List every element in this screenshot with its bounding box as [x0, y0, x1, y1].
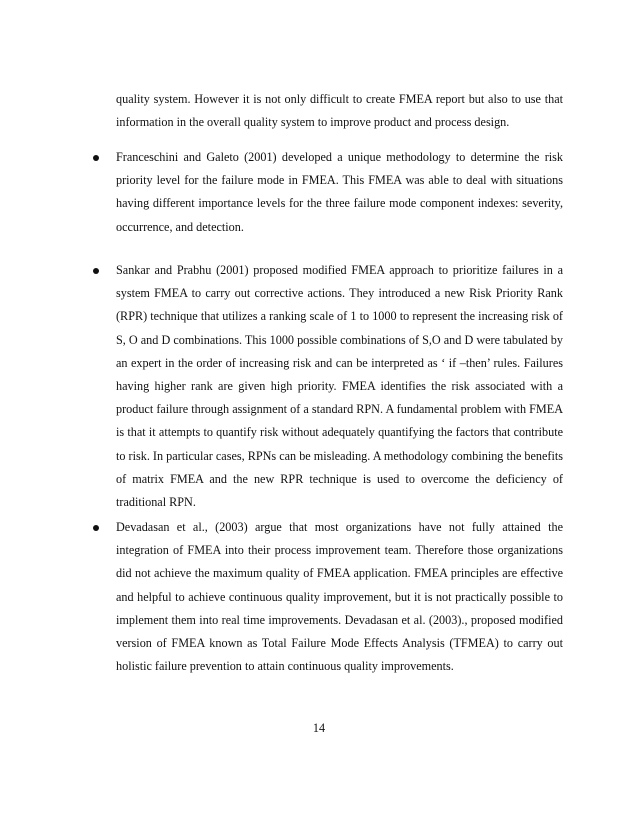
bullet-paragraph-devadasan: Devadasan et al., (2003) argue that most organizations have not fully attained the integration of FMEA into their process improvement team. Therefore those organizations did not achieve the maximum quality of FMEA application. FMEA principles are effective and helpful to achieve continuous quality improvement, but it is not practically possible to implement them into real time improvements. Devadasan et al. (2003)., proposed modified version of FMEA known as Total Failure Mode Effects Analysis (TFMEA) to carry out holistic failure prevention to attain continuous quality improvements. — [116, 520, 563, 674]
bullet-paragraph-franceschini: Franceschini and Galeto (2001) developed a unique methodology to determine the risk priority level for the failure mode in FMEA. This FMEA was able to deal with situations having different importance levels for the three failure mode component indexes: severity, occurrence, and detection. — [116, 150, 563, 234]
bullet-paragraph-sankar: Sankar and Prabhu (2001) proposed modified FMEA approach to prioritize failures in a system FMEA to carry out corrective actions. They introduced a new Risk Priority Rank (RPR) technique that utilizes a ranking scale of 1 to 1000 to represent the increasing risk of S, O and D combinations. This 1000 possible combinations of S,O and D were tabulated by an expert in the order of increasing risk and can be interpreted as ‘ if –then’ rules. Failures having higher rank are given high priority. FMEA identifies the risk associated with a product failure through assignment of a standard RPN. A fundamental problem with FMEA is that it attempts to quantify risk without adequately quantifying the factors that contribute to risk. In particular cases, RPNs can be misleading. A methodology combining the benefits of matrix FMEA and the new RPR technique is used to overcome the deficiency of traditional RPN. — [116, 263, 563, 510]
bullet-icon — [93, 525, 99, 531]
page-number: 14 — [312, 721, 326, 735]
continuation-paragraph: quality system. However it is not only difficult to create FMEA report but also to use that information in the overall quality system to improve product and process design. — [116, 92, 563, 130]
bullet-icon — [93, 155, 99, 161]
bullet-icon — [93, 268, 99, 274]
